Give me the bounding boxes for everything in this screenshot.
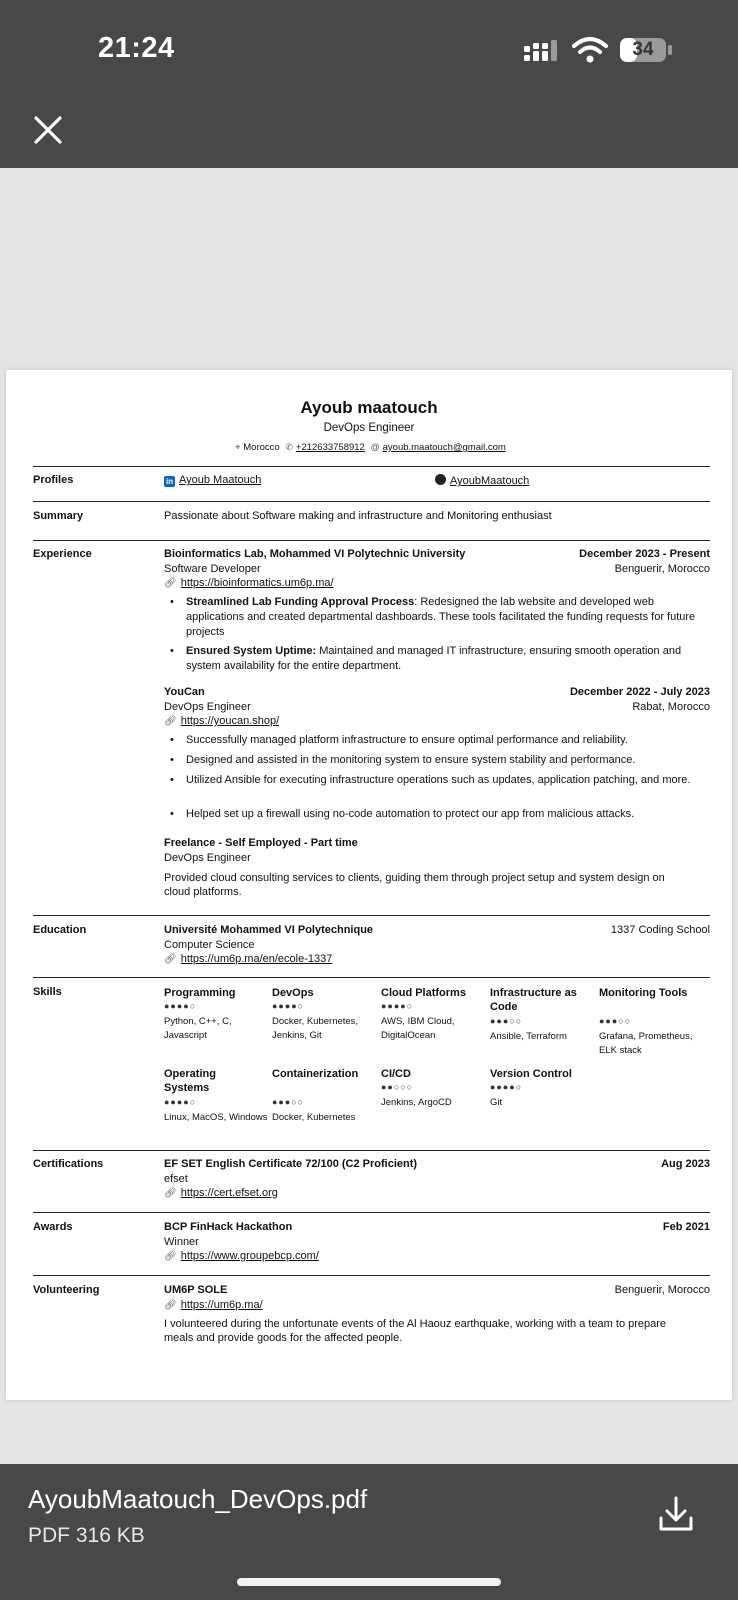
cert-date: Aug 2023 xyxy=(661,1158,710,1170)
edu-area: Computer Science xyxy=(164,939,255,951)
skill-level-dots: ●●●●○ xyxy=(490,1082,523,1092)
exp-location: Benguerir, Morocco xyxy=(614,563,710,575)
divider xyxy=(33,1150,710,1151)
bottom-bar xyxy=(0,1464,738,1600)
skill-keywords: Linux, MacOS, Windows xyxy=(164,1112,268,1123)
skill-level-dots: ●●●○○ xyxy=(490,1016,523,1026)
section-label-profiles: Profiles xyxy=(33,474,74,486)
close-icon[interactable] xyxy=(30,112,66,148)
vol-link[interactable] xyxy=(164,1299,263,1311)
exp-bullet xyxy=(186,644,706,674)
skill-keywords: Docker, Kubernetes, Jenkins, Git xyxy=(272,1016,359,1041)
battery-indicator xyxy=(619,37,673,63)
link-icon: 🔗︎ xyxy=(164,1300,177,1311)
profile-linkedin[interactable] xyxy=(164,474,261,487)
skill-name: Containerization xyxy=(272,1068,359,1080)
skill-level-dots: ●●●●○ xyxy=(164,1097,197,1107)
divider xyxy=(33,977,710,978)
skill-level-dots: ●●●●○ xyxy=(164,1001,197,1011)
skill-keywords: Docker, Kubernetes xyxy=(272,1112,356,1123)
exp-link[interactable] xyxy=(164,715,279,727)
edu-link[interactable] xyxy=(164,953,332,965)
github-icon xyxy=(435,474,446,485)
bullet-text: Maintained and managed IT infrastructure, ensuring smooth operation and system availability for the entire department. xyxy=(186,645,682,672)
vol-url[interactable]: https://um6p.ma/ xyxy=(180,1299,263,1311)
skill-keywords: Grafana, Prometheus, ELK stack xyxy=(599,1031,693,1056)
link-icon: 🔗︎ xyxy=(164,716,177,727)
exp-bullet: • Successfully managed platform infrastructure to ensure optimal performance and reliability. xyxy=(186,733,706,748)
contact-email[interactable]: ayoub.maatouch@gmail.com xyxy=(382,442,506,453)
divider xyxy=(33,915,710,916)
wifi-icon xyxy=(572,36,608,64)
skill-level-dots: ●●●●○ xyxy=(272,1001,305,1011)
award-link[interactable] xyxy=(164,1250,319,1262)
exp-date: December 2023 - Present xyxy=(579,548,710,560)
award-date: Feb 2021 xyxy=(662,1221,710,1233)
exp-bullet: • Designed and assisted in the monitoring system to ensure system stability and performance. xyxy=(186,753,706,768)
resume-name: Ayoub maatouch xyxy=(300,398,438,417)
divider xyxy=(33,1275,710,1276)
skill-level-dots: ●●●○○ xyxy=(272,1097,305,1107)
vol-location: Benguerir, Morocco xyxy=(614,1284,710,1296)
skill-name: Version Control xyxy=(490,1068,572,1080)
file-name: AyoubMaatouch_DevOps.pdf xyxy=(28,1484,368,1514)
contact-phone[interactable]: +212633758912 xyxy=(295,442,365,453)
link-icon: 🔗︎ xyxy=(164,1251,177,1262)
divider xyxy=(33,1212,710,1213)
contact-line xyxy=(6,442,732,453)
bullet-text: : Redesigned the lab website and developed web applications and created departmental dashboards. These tools facilitated the funding requests for future projects xyxy=(186,596,696,638)
exp-bullet xyxy=(186,595,706,640)
profile-github-name[interactable]: AyoubMaatouch xyxy=(450,475,530,487)
divider xyxy=(33,501,710,502)
exp-url[interactable]: https://bioinformatics.um6p.ma/ xyxy=(180,577,334,589)
exp-position: Software Developer xyxy=(164,563,261,575)
section-label-volunteering: Volunteering xyxy=(33,1284,100,1296)
section-label-certifications: Certifications xyxy=(33,1158,104,1170)
skill-name: Operating Systems xyxy=(164,1068,216,1094)
exp-bullet: • Utilized Ansible for executing infrastructure operations such as updates, application patching, and more. xyxy=(186,773,706,788)
resume-role: DevOps Engineer xyxy=(323,422,415,434)
exp-link[interactable] xyxy=(164,577,334,589)
section-label-summary: Summary xyxy=(33,510,84,522)
bullet-title: Ensured System Uptime: xyxy=(186,645,317,657)
award-awarder: Winner xyxy=(164,1236,199,1248)
bullet-title: Streamlined Lab Funding Approval Process xyxy=(186,596,415,608)
skill-keywords: Python, C++, C, Javascript xyxy=(164,1016,232,1041)
cert-url[interactable]: https://cert.efset.org xyxy=(180,1187,278,1199)
section-label-experience: Experience xyxy=(33,548,92,560)
link-icon: 🔗︎ xyxy=(164,954,177,965)
exp-url[interactable]: https://youcan.shop/ xyxy=(180,715,280,727)
section-label-awards: Awards xyxy=(33,1221,73,1233)
vol-organization: UM6P SOLE xyxy=(164,1284,228,1296)
skill-keywords: Jenkins, ArgoCD xyxy=(381,1097,452,1108)
exp-position: DevOps Engineer xyxy=(164,852,251,864)
exp-bullet: • Helped set up a firewall using no-code automation to protect our app from malicious attacks. xyxy=(186,807,706,822)
edu-right: 1337 Coding School xyxy=(610,924,710,936)
contact-location: Morocco xyxy=(243,442,280,453)
award-title: BCP FinHack Hackathon xyxy=(164,1221,293,1233)
cert-link[interactable] xyxy=(164,1187,278,1199)
skill-name: Programming xyxy=(164,987,236,999)
cert-issuer: efset xyxy=(164,1173,188,1185)
section-label-skills: Skills xyxy=(33,986,62,998)
linkedin-icon: in xyxy=(165,477,174,486)
location-pin-icon: ⌖ xyxy=(235,442,241,452)
exp-company: Freelance - Self Employed - Part time xyxy=(164,837,358,849)
edu-institution: Université Mohammed VI Polytechnique xyxy=(164,924,374,936)
skill-name: Infrastructure as Code xyxy=(490,987,577,1013)
skill-name: Monitoring Tools xyxy=(599,987,688,999)
cellular-signal-icon xyxy=(522,40,562,64)
download-icon[interactable] xyxy=(656,1494,696,1534)
summary-text: Passionate about Software making and infrastructure and Monitoring enthusiast xyxy=(164,510,552,522)
award-url[interactable]: https://www.groupebcp.com/ xyxy=(180,1250,319,1262)
file-meta: PDF 316 KB xyxy=(28,1524,145,1547)
skill-keywords: Ansible, Terraform xyxy=(490,1031,567,1042)
link-icon: 🔗︎ xyxy=(164,578,177,589)
skill-keywords: Git xyxy=(490,1097,503,1108)
divider xyxy=(33,466,710,467)
profile-github[interactable] xyxy=(435,474,529,487)
cert-title: EF SET English Certificate 72/100 (C2 Proficient) xyxy=(164,1158,418,1170)
exp-description: Provided cloud consulting services to clients, guiding them through project setup and system design on cloud platforms. xyxy=(164,872,665,898)
divider xyxy=(33,540,710,541)
link-icon: 🔗︎ xyxy=(164,1188,177,1199)
battery-level: 34 xyxy=(632,39,654,60)
skill-name: DevOps xyxy=(272,987,314,999)
profile-linkedin-name[interactable]: Ayoub Maatouch xyxy=(179,474,262,486)
top-bar xyxy=(0,0,738,168)
exp-location: Rabat, Morocco xyxy=(632,701,710,713)
resume-page[interactable] xyxy=(6,370,732,1400)
skill-name: CI/CD xyxy=(381,1068,411,1080)
skill-keywords: AWS, IBM Cloud, DigitalOcean xyxy=(381,1016,455,1041)
edu-url[interactable]: https://um6p.ma/en/ecole-1337 xyxy=(180,953,333,965)
home-indicator[interactable] xyxy=(237,1578,501,1586)
section-label-education: Education xyxy=(33,924,87,936)
vol-description: I volunteered during the unfortunate events of the Al Haouz earthquake, working with a team to prepare meals and provide goods for the affected people. xyxy=(164,1318,667,1344)
exp-company: YouCan xyxy=(164,686,205,698)
status-time: 21:24 xyxy=(98,32,175,64)
skill-level-dots: ●●●●○ xyxy=(381,1001,414,1011)
at-icon: @ xyxy=(370,442,380,452)
exp-date: December 2022 - July 2023 xyxy=(569,686,710,698)
skill-level-dots: ●●●○○ xyxy=(599,1016,632,1026)
exp-company: Bioinformatics Lab, Mohammed VI Polytechnic University xyxy=(164,548,466,560)
phone-icon: ✆ xyxy=(285,442,293,452)
exp-position: DevOps Engineer xyxy=(164,701,251,713)
skill-name: Cloud Platforms xyxy=(381,987,466,999)
skill-level-dots: ●●○○○ xyxy=(381,1082,414,1092)
